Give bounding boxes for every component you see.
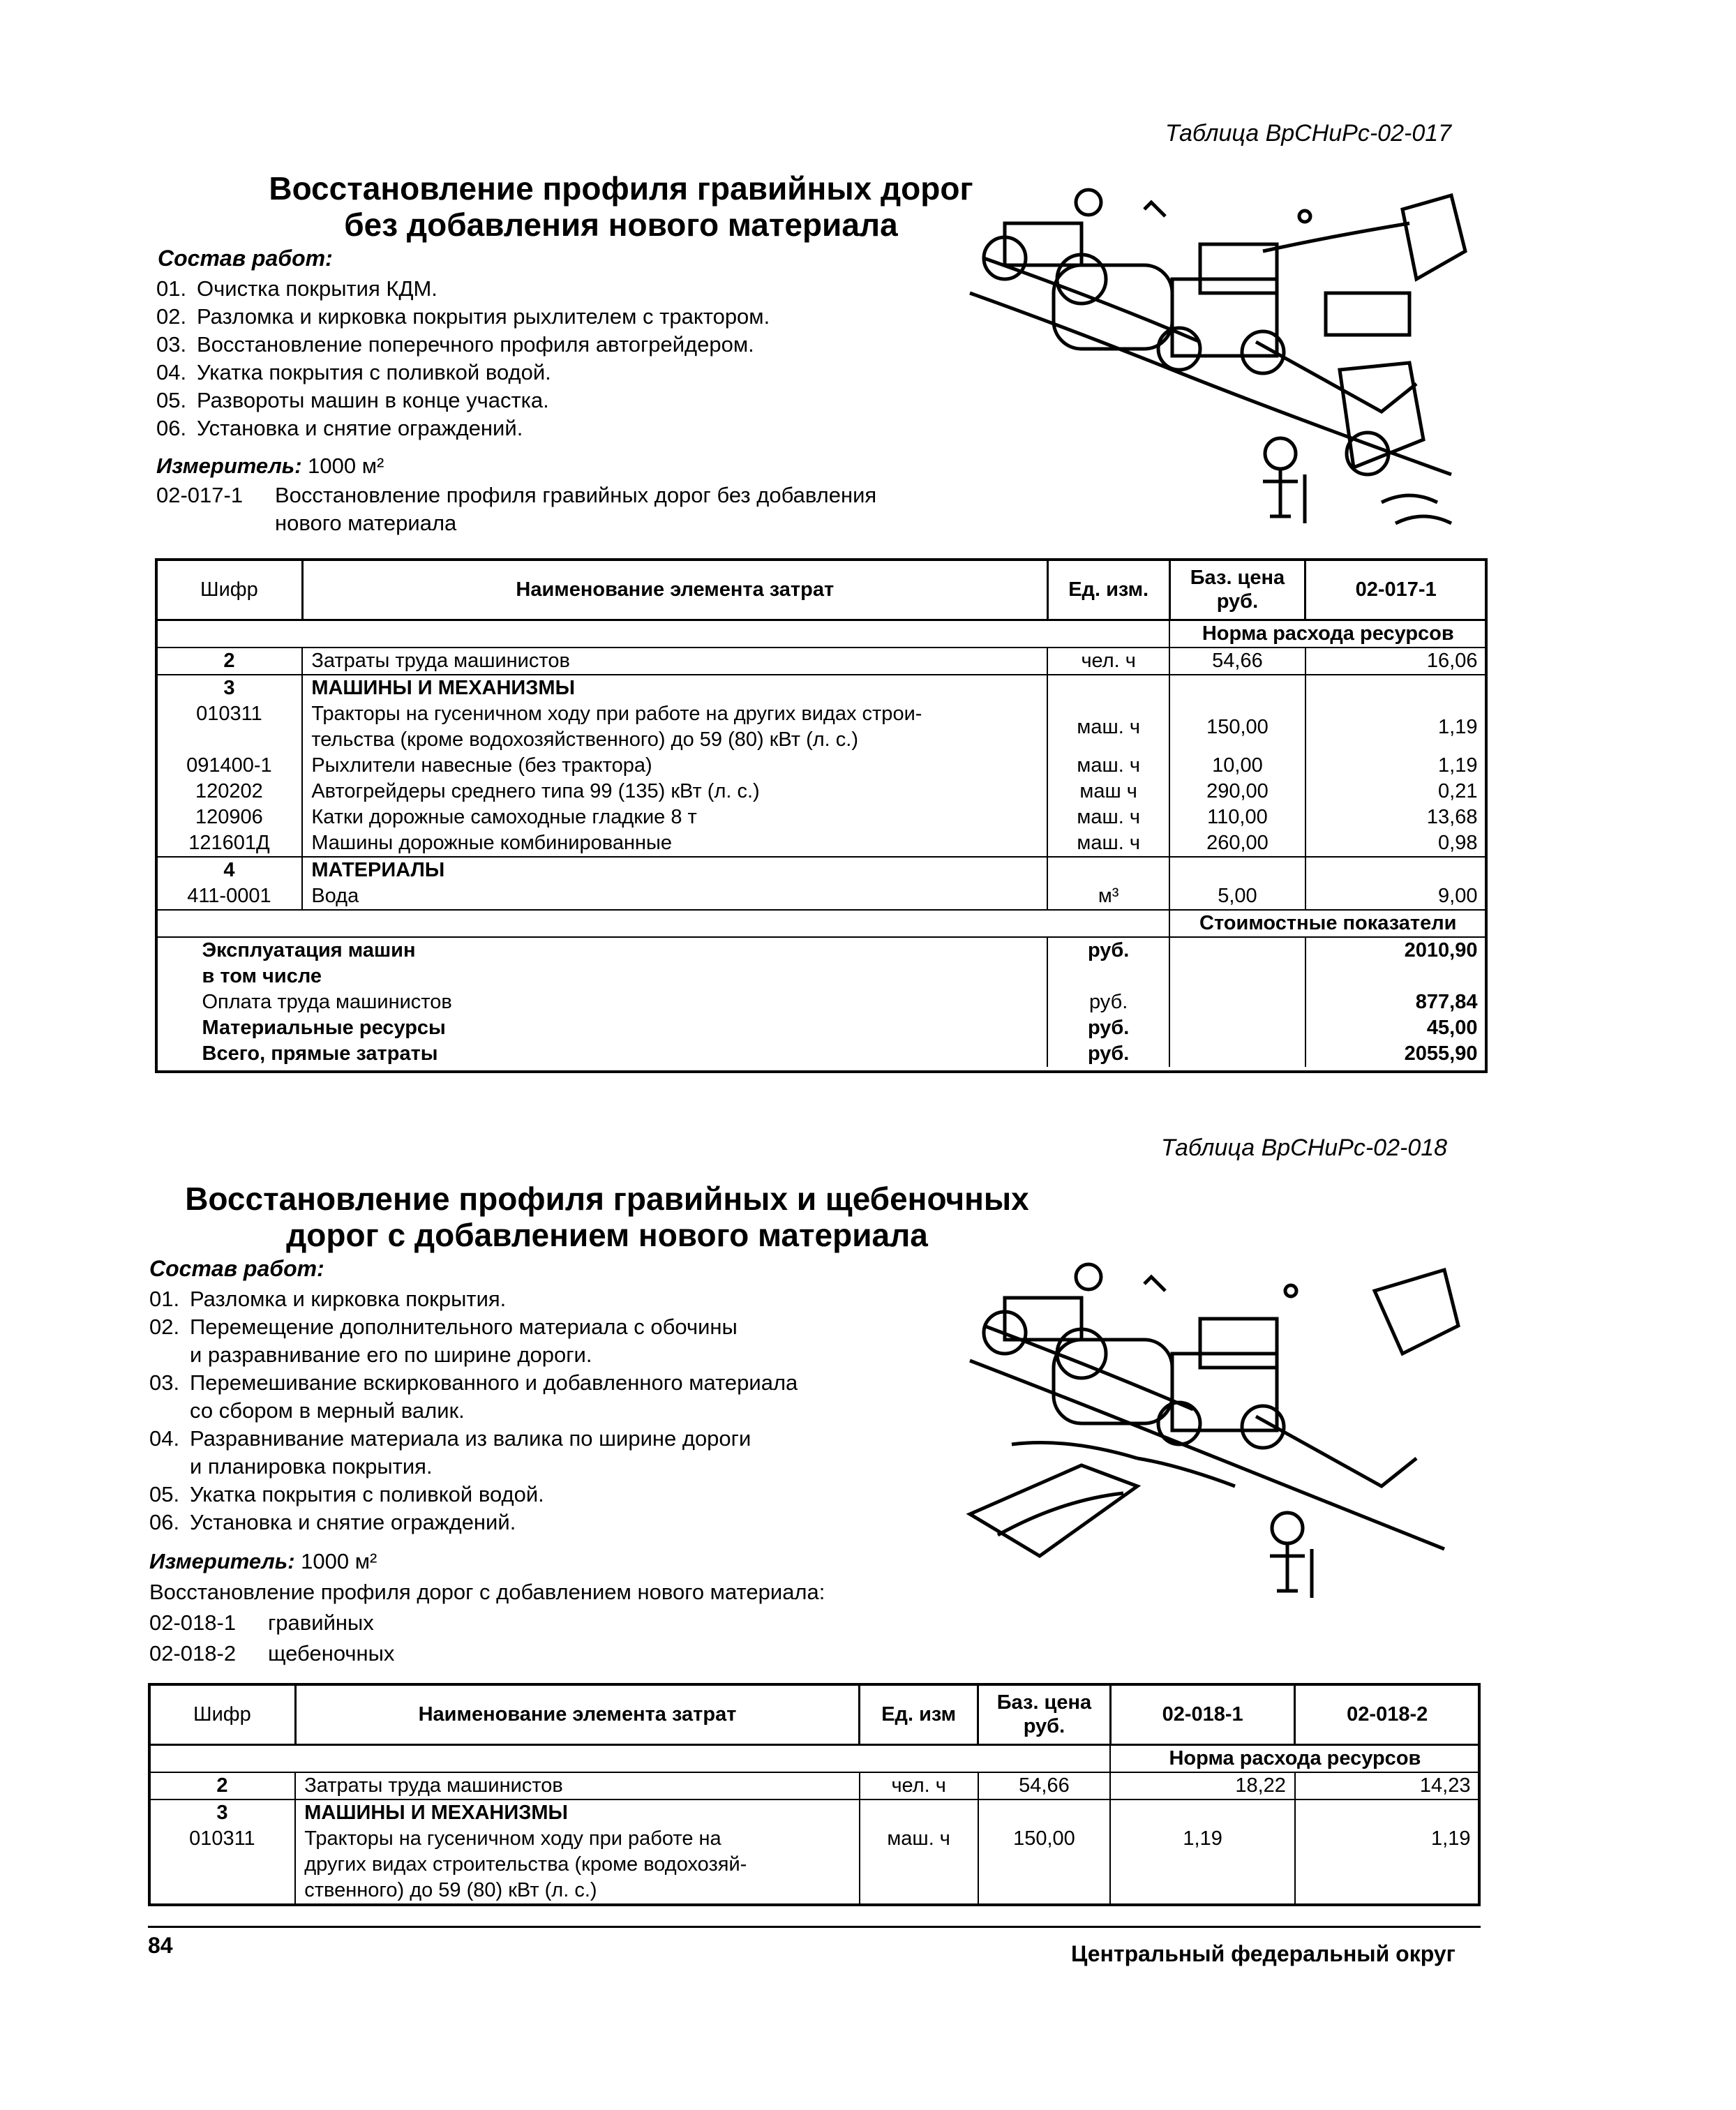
norma-row [156,620,1487,648]
work-item [156,331,770,359]
empty-cell [1305,857,1487,883]
section-title-1 [209,170,1033,243]
road-machinery-illustration [956,1235,1500,1612]
cell-price: 150,00 [1169,701,1305,753]
col-header-unit: Ед. изм [860,1684,978,1745]
table-row [156,857,1487,883]
measure-value: 1000 м² [301,1549,377,1573]
work-item [149,1397,798,1425]
work-text: Укатка покрытия с поливкой водой. [197,360,551,384]
table-row [156,701,1487,753]
table-caption-2: Таблица ВрСНиРс-02-018 [1161,1135,1448,1161]
cell-price: 290,00 [1169,779,1305,805]
cell-name: Катки дорожные самоходные гладкие 8 т [302,805,1047,830]
cost-row [156,964,1487,989]
work-num: 03. [156,332,187,357]
work-item [149,1369,798,1397]
table-header-row [149,1684,1480,1745]
code-line-text: нового материала [275,511,457,535]
work-num: 02. [156,304,187,329]
work-text: Перемешивание вскиркованного и добавленного материала [190,1370,798,1395]
work-item [156,414,770,442]
cell-name: Рыхлители навесные (без трактора) [302,753,1047,779]
work-num: 01. [149,1287,180,1311]
col-header-price: Баз. цена руб. [978,1684,1111,1745]
table-row [156,648,1487,675]
work-item [149,1481,798,1509]
cost-value: 2010,90 [1305,937,1487,964]
section-heading: МАТЕРИАЛЫ [302,857,1047,883]
work-text: Установка и снятие ограждений. [190,1510,516,1534]
cell-value: 0,21 [1305,779,1487,805]
cost-unit: руб. [1047,937,1169,964]
work-num: 04. [149,1426,180,1451]
table-row [156,675,1487,701]
table-row [156,883,1487,910]
work-num: 05. [149,1482,180,1506]
resource-table-1 [155,558,1488,1067]
measure-value: 1000 м² [308,454,384,478]
col-header-unit: Ед. изм. [1047,560,1169,620]
page-number: 84 [148,1933,173,1958]
spacer-cell [156,620,1170,648]
cost-unit: руб. [1047,989,1169,1015]
cell-value: 16,06 [1305,648,1487,675]
cost-value: 2055,90 [1305,1041,1487,1067]
variant-text: щебеночных [268,1641,395,1666]
cell-unit: м³ [1047,883,1169,910]
empty-cell [1305,964,1487,989]
work-item [156,275,770,303]
work-item [156,359,770,387]
variants-intro: Восстановление профиля дорог с добавлением нового материала: [149,1580,825,1604]
work-text: Разломка и кирковка покрытия. [190,1287,507,1311]
col-header-name: Наименование элемента затрат [302,560,1047,620]
work-num: 02. [149,1315,180,1339]
cost-title: Стоимостные показатели [1169,910,1486,937]
cell-code: 120906 [156,805,303,830]
spacer-cell [149,1745,1111,1773]
resource-table-2 [148,1683,1481,1903]
table-row [149,1826,1480,1903]
work-text: Разломка и кирковка покрытия рыхлителем с трактором. [197,304,770,329]
empty-cell [1110,1800,1295,1826]
cell-code: 010311 [156,701,303,753]
cell-value: 1,19 [1305,701,1487,753]
cell-value: 9,00 [1305,883,1487,910]
title-line: без добавления нового материала [344,207,898,243]
table-row [156,805,1487,830]
norma-label: Норма расхода ресурсов [1169,620,1486,648]
empty-cell [1169,1015,1305,1041]
cell-unit: маш. ч [1047,805,1169,830]
empty-cell [1295,1800,1480,1826]
cell-code: 3 [149,1800,296,1826]
work-text: Разравнивание материала из валика по ширине дороги [190,1426,751,1451]
work-item [149,1509,798,1536]
footer-rule [148,1926,1481,1928]
work-num: 06. [156,416,187,440]
empty-cell [978,1800,1111,1826]
section-heading: МАШИНЫ И МЕХАНИЗМЫ [302,675,1047,701]
work-text: Укатка покрытия с поливкой водой. [190,1482,544,1506]
cell-price: 5,00 [1169,883,1305,910]
cell-unit: чел. ч [1047,648,1169,675]
col-header-shifr: Шифр [156,560,303,620]
cell-value: 13,68 [1305,805,1487,830]
section-title-2 [154,1181,1061,1253]
work-num: 01. [156,276,187,301]
cell-name-line: Тракторы на гусеничном ходу при работе на других видах строи- [311,703,922,725]
cost-value: 45,00 [1305,1015,1487,1041]
cell-unit: маш ч [1047,779,1169,805]
cell-price: 10,00 [1169,753,1305,779]
cell-value: 1,19 [1295,1826,1480,1903]
col-header-price: Баз. цена руб. [1169,560,1305,620]
norma-row [149,1745,1480,1773]
table-row [149,1800,1480,1826]
cell-code: 2 [156,648,303,675]
table-header-row [156,560,1487,620]
cell-unit: маш. ч [1047,830,1169,857]
cell-price: 54,66 [978,1772,1111,1800]
works-list-1 [156,275,770,442]
empty-cell [1047,964,1169,989]
cost-label: в том числе [156,964,1048,989]
cell-code: 2 [149,1772,296,1800]
road-machinery-illustration [963,174,1507,537]
cost-label: Эксплуатация машин [156,937,1048,964]
cell-name-line: ственного) до 59 (80) кВт (л. с.) [304,1879,597,1901]
empty-cell [1169,937,1305,964]
cost-unit: руб. [1047,1015,1169,1041]
measure-label: Измеритель: [149,1549,295,1573]
empty-cell [1047,675,1169,701]
cell-code: 010311 [149,1826,296,1903]
measure-2 [149,1548,377,1576]
col-header-name: Наименование элемента затрат [295,1684,859,1745]
variant-line [149,1640,394,1668]
title-line: Восстановление профиля гравийных и щебеночных [185,1181,1029,1217]
work-text: Перемещение дополнительного материала с обочины [190,1315,738,1339]
cost-row [156,1015,1487,1041]
work-text: Очистка покрытия КДМ. [197,276,437,301]
empty-cell [1169,989,1305,1015]
work-text: Установка и снятие ограждений. [197,416,523,440]
col-header-shifr: Шифр [149,1684,296,1745]
cell-price: 150,00 [978,1826,1111,1903]
work-text: Восстановление поперечного профиля автогрейдером. [197,332,754,357]
table-caption-1: Таблица ВрСНиРс-02-017 [1165,120,1452,147]
variant-code: 02-018-1 [149,1610,237,1635]
cost-row [156,1041,1487,1067]
cell-name: Затраты труда машинистов [295,1772,859,1800]
work-item [149,1313,798,1341]
cell-code: 4 [156,857,303,883]
cell-unit: чел. ч [860,1772,978,1800]
measure-1 [156,452,384,480]
cell-value: 1,19 [1110,1826,1295,1903]
works-label: Состав работ: [149,1256,324,1281]
empty-cell [1169,964,1305,989]
work-text: и планировка покрытия. [190,1454,433,1479]
cell-name [302,701,1047,753]
col-header-variant-2: 02-018-2 [1295,1684,1480,1745]
work-item [149,1341,798,1369]
cost-row [156,937,1487,964]
code-line-text: Восстановление профиля гравийных дорог без добавления [275,483,877,507]
work-item [149,1285,798,1313]
cell-unit: маш. ч [1047,753,1169,779]
cell-unit: маш. ч [1047,701,1169,753]
cell-name: Затраты труда машинистов [302,648,1047,675]
work-num: 06. [149,1510,180,1534]
empty-cell [1305,675,1487,701]
code-line-code: 02-017-1 [156,483,244,507]
empty-cell [1169,1041,1305,1067]
cell-code: 120202 [156,779,303,805]
cost-header-row [156,910,1487,937]
cell-value: 1,19 [1305,753,1487,779]
cell-value: 14,23 [1295,1772,1480,1800]
cell-price: 54,66 [1169,648,1305,675]
cost-unit: руб. [1047,1041,1169,1067]
work-item [156,387,770,414]
work-text: и разравнивание его по ширине дороги. [190,1342,592,1367]
cell-price: 260,00 [1169,830,1305,857]
empty-cell [860,1800,978,1826]
title-line: дорог с добавлением нового материала [286,1217,928,1253]
region-label: Центральный федеральный округ [1071,1941,1456,1966]
spacer-cell [156,910,1170,937]
cell-price: 110,00 [1169,805,1305,830]
cost-label: Оплата труда машинистов [156,989,1048,1015]
cell-name-line: других видах строительства (кроме водохозяй- [304,1853,747,1876]
title-line: Восстановление профиля гравийных дорог [269,170,973,207]
work-item [149,1425,798,1453]
work-item [149,1453,798,1481]
cell-code: 3 [156,675,303,701]
work-num: 04. [156,360,187,384]
cell-name [295,1826,859,1903]
work-text: Развороты машин в конце участка. [197,388,549,412]
cell-unit: маш. ч [860,1826,978,1903]
cell-value: 0,98 [1305,830,1487,857]
cost-label: Всего, прямые затраты [156,1041,1048,1067]
cell-name: Машины дорожные комбинированные [302,830,1047,857]
variant-text: гравийных [268,1610,374,1635]
work-num: 03. [149,1370,180,1395]
code-line-1 [156,481,876,509]
cost-value: 877,84 [1305,989,1487,1015]
variant-code: 02-018-2 [149,1641,237,1666]
empty-cell [1169,675,1305,701]
col-header-variant: 02-017-1 [1305,560,1487,620]
col-header-variant-1: 02-018-1 [1110,1684,1295,1745]
table-row [156,753,1487,779]
work-text: со сбором в мерный валик. [190,1398,465,1423]
cell-name-line: Тракторы на гусеничном ходу при работе на [304,1827,721,1850]
empty-cell [1047,857,1169,883]
cell-code: 091400-1 [156,753,303,779]
norma-label: Норма расхода ресурсов [1110,1745,1479,1773]
cost-label: Материальные ресурсы [156,1015,1048,1041]
cost-row [156,989,1487,1015]
work-item [156,303,770,331]
works-list-2 [149,1285,798,1536]
variant-line [149,1609,374,1637]
cell-name-line: тельства (кроме водохозяйственного) до 59 (80) кВт (л. с.) [311,728,859,751]
table-row [156,830,1487,857]
table-row [149,1772,1480,1800]
measure-label: Измеритель: [156,454,302,478]
empty-cell [1169,857,1305,883]
works-label: Состав работ: [158,246,333,271]
cell-code: 411-0001 [156,883,303,910]
cell-name: Автогрейдеры среднего типа 99 (135) кВт (л. с.) [302,779,1047,805]
work-num: 05. [156,388,187,412]
section-heading: МАШИНЫ И МЕХАНИЗМЫ [295,1800,859,1826]
cell-value: 18,22 [1110,1772,1295,1800]
cell-name: Вода [302,883,1047,910]
cell-code: 121601Д [156,830,303,857]
table-row [156,779,1487,805]
